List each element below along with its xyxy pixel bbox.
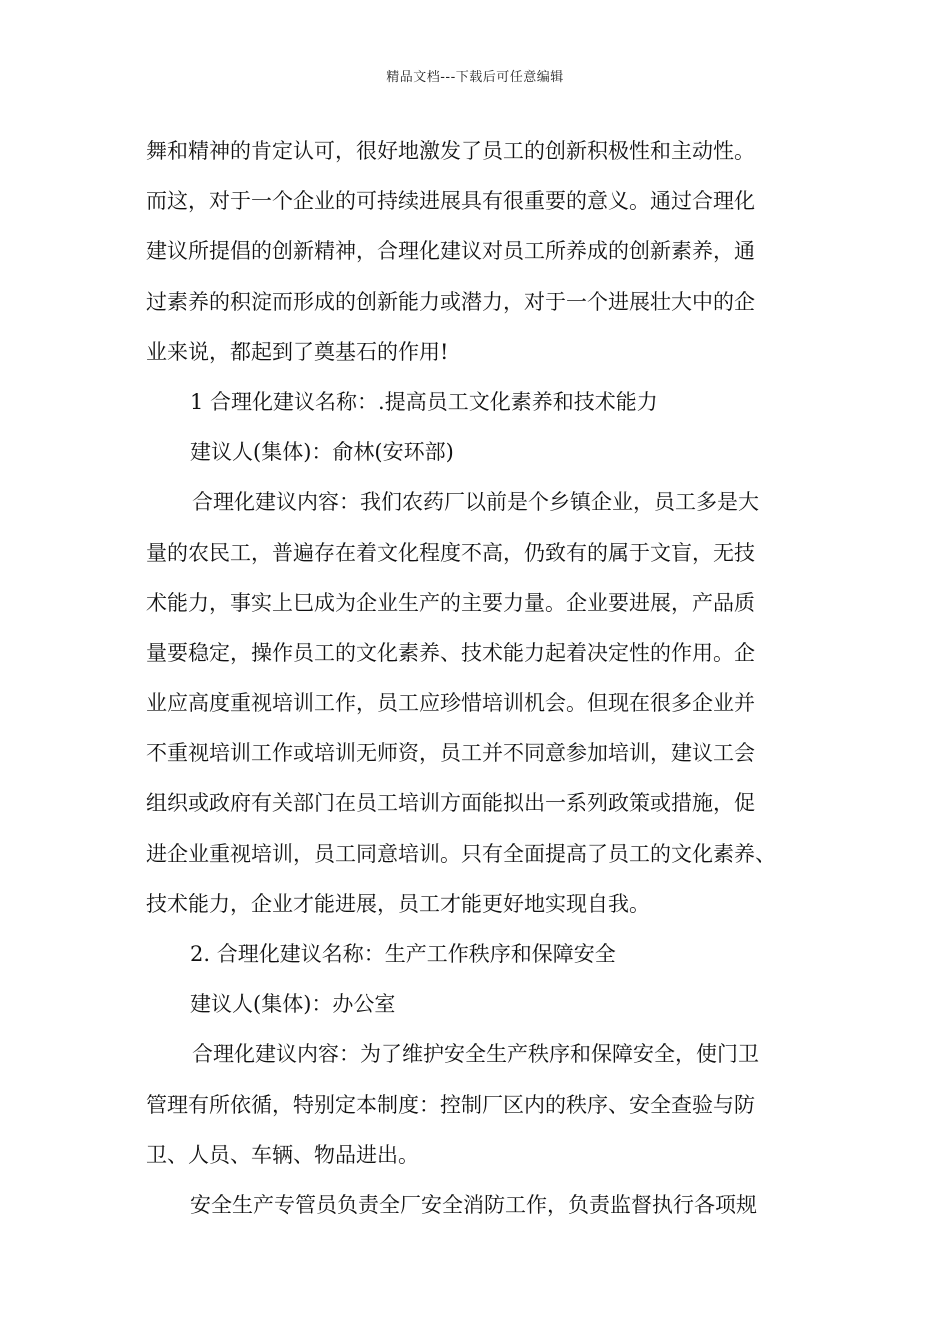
suggester-line: 建议人(集体)：办公室 — [190, 992, 396, 1017]
paragraph-start: 安全生产专管员负责全厂安全消防工作，负责监督执行各项规 — [190, 1192, 757, 1217]
suggestion-title: 2. 合理化建议名称：生产工作秩序和保障安全 — [190, 942, 616, 966]
text-line: 卫、人员、车辆、物品进出。 — [146, 1142, 419, 1167]
text-line: 业应高度重视培训工作，员工应珍惜培训机会。但现在很多企业并 — [146, 691, 755, 716]
text-line: 业来说，都起到了奠基石的作用! — [146, 339, 449, 364]
document-body — [146, 126, 816, 1230]
suggester-line: 建议人(集体)：俞林(安环部) — [190, 440, 454, 465]
text-line: 技术能力，企业才能进展，员工才能更好地实现自我。 — [146, 891, 650, 916]
text-line: 量的农民工，普遍存在着文化程度不高，仍致有的属于文盲，无技 — [146, 540, 755, 565]
text-line: 而这，对于一个企业的可持续进展具有很重要的意义。通过合理化 — [146, 189, 755, 214]
text-line: 不重视培训工作或培训无师资，员工并不同意参加培训，建议工会 — [146, 741, 755, 766]
text-line: 建议所提倡的创新精神，合理化建议对员工所养成的创新素养，通 — [146, 239, 755, 264]
suggestion-title: 1 合理化建议名称：.提高员工文化素养和技术能力 — [190, 389, 658, 414]
suggestion-content-start: 合理化建议内容：为了维护安全生产秩序和保障安全，使门卫 — [192, 1042, 759, 1067]
text-line: 组织或政府有关部门在员工培训方面能拟出一系列政策或措施，促 — [146, 791, 755, 816]
text-line: 过素养的积淀而形成的创新能力或潜力，对于一个进展壮大中的企 — [146, 289, 755, 314]
suggestion-content-start: 合理化建议内容：我们农药厂以前是个乡镇企业，员工多是大 — [192, 490, 759, 515]
text-line: 管理有所依循，特别定本制度：控制厂区内的秩序、安全查验与防 — [146, 1092, 755, 1117]
text-line: 进企业重视培训，员工同意培训。只有全面提高了员工的文化素养、 — [146, 841, 776, 866]
text-line: 术能力，事实上巳成为企业生产的主要力量。企业要进展，产品质 — [146, 590, 755, 615]
text-line: 舞和精神的肯定认可，很好地激发了员工的创新积极性和主动性。 — [146, 139, 755, 163]
page-header: 精品文档---下载后可任意编辑 — [386, 70, 564, 85]
text-line: 量要稳定，操作员工的文化素养、技术能力起着决定性的作用。企 — [146, 640, 755, 665]
